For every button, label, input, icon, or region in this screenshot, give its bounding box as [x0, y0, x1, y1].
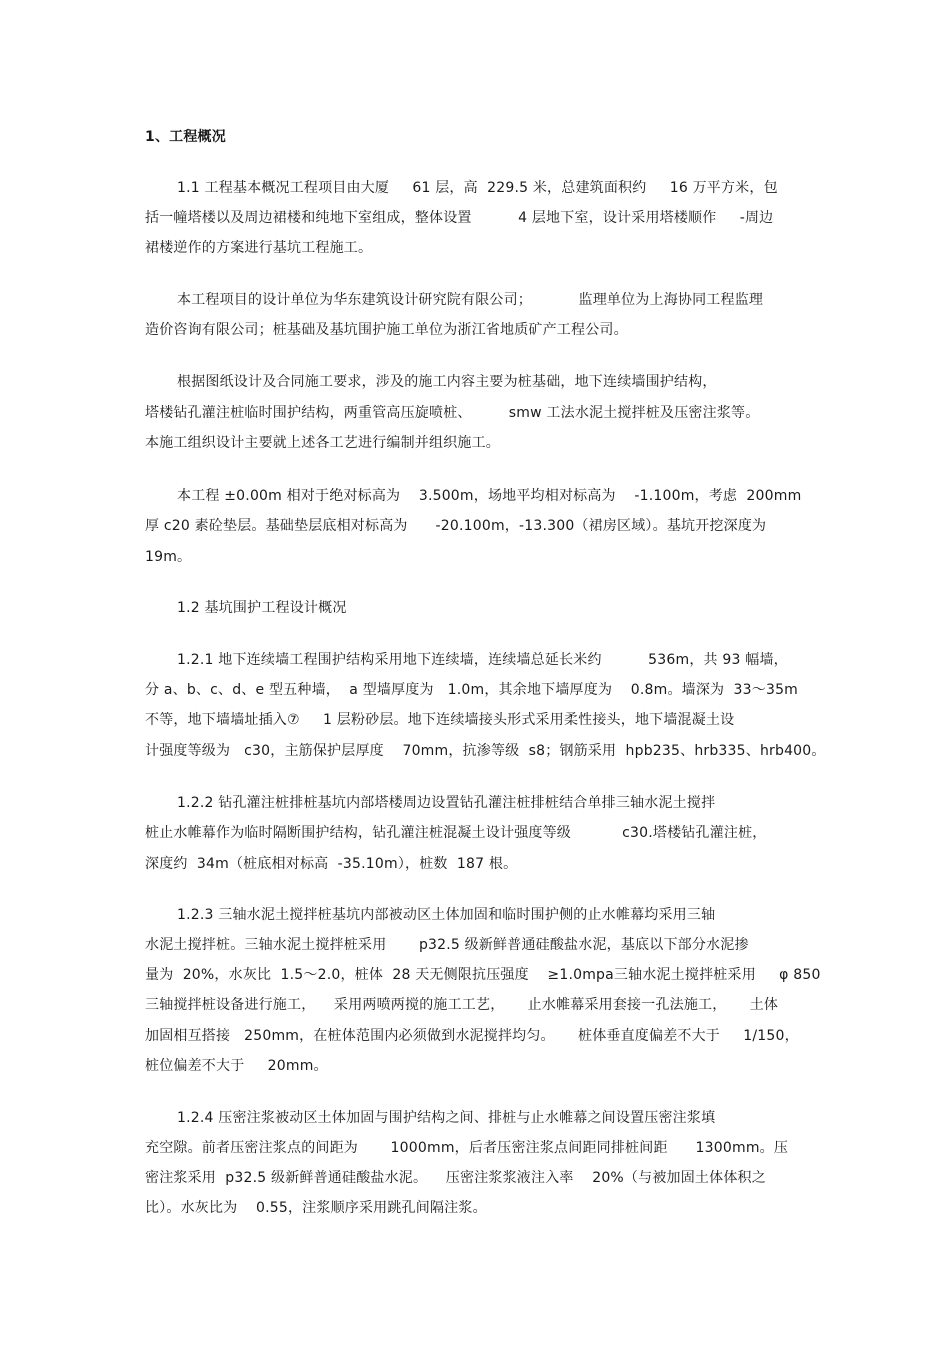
paragraph-1-2-2-line-3: 深度约 34m（桩底相对标高 -35.10m），桩数 187 根。	[145, 856, 518, 872]
paragraph-1-1-line-2: 括一幢塔楼以及周边裙楼和纯地下室组成，整体设置 4 层地下室，设计采用塔楼顺作 -周边	[145, 210, 774, 226]
paragraph-1-2-3-line-3: 量为 20%，水灰比 1.5～2.0，桩体 28 天无侧限抗压强度 ≥1.0mpa三轴水泥土搅拌桩采用 φ 850	[145, 967, 821, 983]
paragraph-1-2-4-line-4: 比）。水灰比为 0.55，注浆顺序采用跳孔间隔注浆。	[145, 1200, 487, 1216]
paragraph-1-2-3-line-5: 加固相互搭接 250mm，在桩体范围内必须做到水泥搅拌均匀。 桩体垂直度偏差不大于 1/150，	[145, 1028, 799, 1044]
paragraph-scope-line-3: 本施工组织设计主要就上述各工艺进行编制并组织施工。	[145, 435, 500, 451]
paragraph-1-2-1-line-4: 计强度等级为 c30，主筋保护层厚度 70mm，抗渗等级 s8；钢筋采用 hpb235、hrb335、hrb400。	[145, 743, 826, 759]
paragraph-units-line-1: 本工程项目的设计单位为华东建筑设计研究院有限公司； 监理单位为上海协同工程监理	[177, 292, 764, 308]
section-heading: 1、工程概况	[145, 129, 226, 145]
paragraph-1-2-3-line-2: 水泥土搅拌桩。三轴水泥土搅拌桩采用 p32.5 级新鲜普通硅酸盐水泥，基底以下部分水泥掺	[145, 937, 749, 953]
subsection-1-2-title: 1.2 基坑围护工程设计概况	[177, 600, 347, 616]
paragraph-1-2-4-line-3: 密注浆采用 p32.5 级新鲜普通硅酸盐水泥。 压密注浆浆液注入率 20%（与被加固土体体积之	[145, 1170, 766, 1186]
paragraph-1-2-1-line-2: 分 a、b、c、d、e 型五种墙， a 型墙厚度为 1.0m，其余地下墙厚度为 0.8m。墙深为 33～35m	[145, 682, 799, 698]
paragraph-scope-line-1: 根据图纸设计及合同施工要求，涉及的施工内容主要为桩基础，地下连续墙围护结构，	[177, 374, 717, 390]
paragraph-1-2-1-line-1: 1.2.1 地下连续墙工程围护结构采用地下连续墙，连续墙总延长米约 536m，共 93 幅墙，	[177, 652, 788, 668]
paragraph-1-2-3-line-1: 1.2.3 三轴水泥土搅拌桩基坑内部被动区土体加固和临时围护侧的止水帷幕均采用三轴	[177, 907, 716, 923]
paragraph-elevation-line-1: 本工程 ±0.00m 相对于绝对标高为 3.500m，场地平均相对标高为 -1.100m，考虑 200mm	[177, 488, 802, 504]
paragraph-elevation-line-3: 19m。	[145, 549, 192, 565]
paragraph-1-2-4-line-1: 1.2.4 压密注浆被动区土体加固与围护结构之间、排桩与止水帷幕之间设置压密注浆填	[177, 1110, 716, 1126]
paragraph-1-2-3-line-4: 三轴搅拌桩设备进行施工， 采用两喷两搅的施工工艺， 止水帷幕采用套接一孔法施工， 土体	[145, 997, 779, 1013]
paragraph-1-2-2-line-2: 桩止水帷幕作为临时隔断围护结构，钻孔灌注桩混凝土设计强度等级 c30.塔楼钻孔灌注桩，	[145, 825, 767, 841]
paragraph-scope-line-2: 塔楼钻孔灌注桩临时围护结构，两重管高压旋喷桩、 smw 工法水泥土搅拌桩及压密注浆等。	[145, 405, 760, 421]
paragraph-1-1-line-1: 1.1 工程基本概况工程项目由大厦 61 层，高 229.5 米，总建筑面积约 16 万平方米，包	[177, 180, 778, 196]
paragraph-1-2-4-line-2: 充空隙。前者压密注浆点的间距为 1000mm，后者压密注浆点间距同排桩间距 1300mm。压	[145, 1140, 789, 1156]
paragraph-1-2-2-line-1: 1.2.2 钻孔灌注桩排桩基坑内部塔楼周边设置钻孔灌注桩排桩结合单排三轴水泥土搅拌	[177, 795, 716, 811]
paragraph-1-2-1-line-3: 不等，地下墙墙址插入⑦ 1 层粉砂层。地下连续墙接头形式采用柔性接头，地下墙混凝土设	[145, 712, 735, 728]
paragraph-elevation-line-2: 厚 c20 素砼垫层。基础垫层底相对标高为 -20.100m，-13.300（裙房区域）。基坑开挖深度为	[145, 518, 767, 534]
paragraph-1-1-line-3: 裙楼逆作的方案进行基坑工程施工。	[145, 240, 373, 256]
paragraph-units-line-2: 造价咨询有限公司；桩基础及基坑围护施工单位为浙江省地质矿产工程公司。	[145, 322, 628, 338]
paragraph-1-2-3-line-6: 桩位偏差不大于 20mm。	[145, 1058, 328, 1074]
